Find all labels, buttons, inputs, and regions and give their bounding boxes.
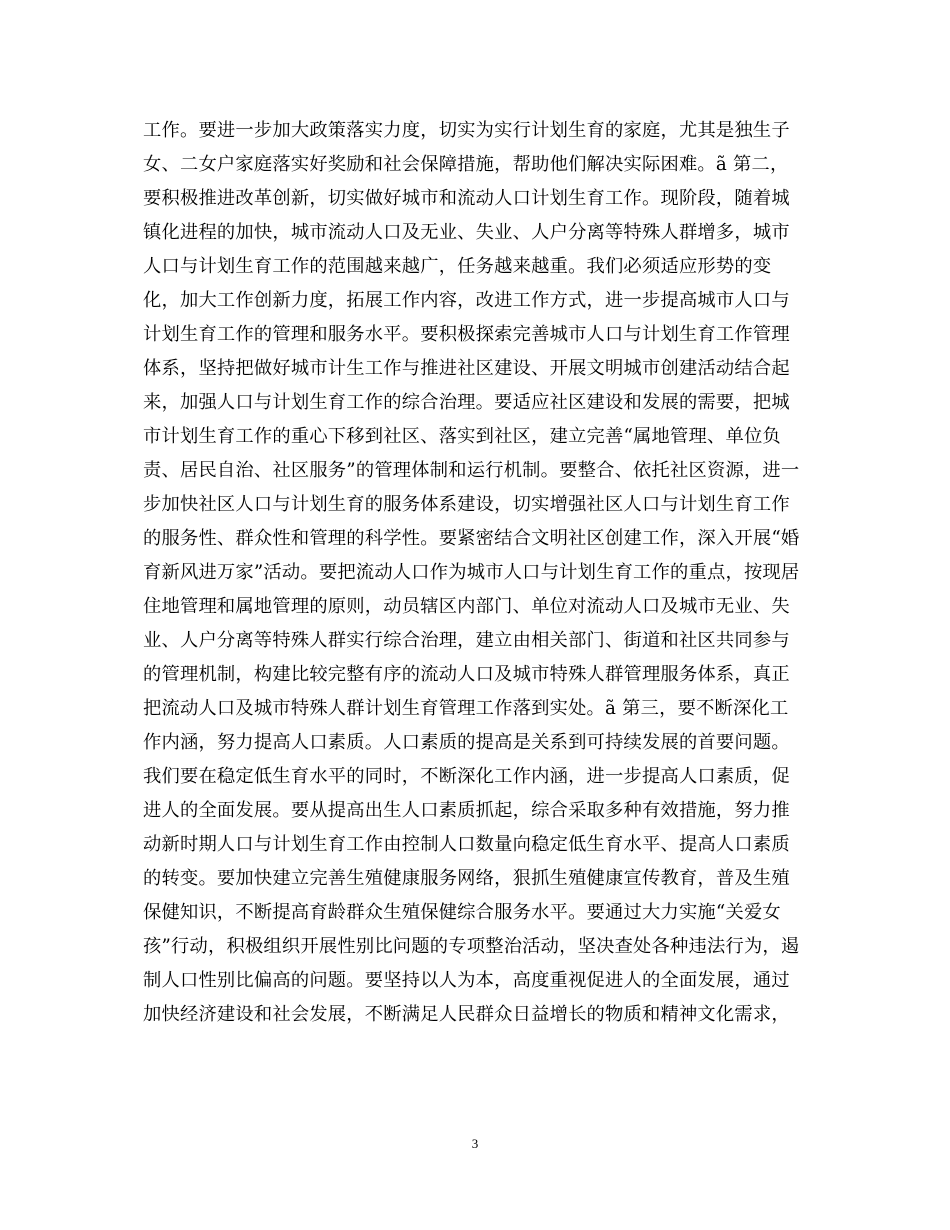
body-text <box>143 114 823 1032</box>
text-line: 镇化进程的加快，城市流动人口及无业、失业、人户分离等特殊人群增多，城市 <box>143 222 790 243</box>
text-line: 要积极推进改革创新，切实做好城市和流动人口计划生育工作。现阶段，随着城 <box>143 188 790 209</box>
text-line: 孩”行动，积极组织开展性别比问题的专项整治活动，坚决查处各种违法行为，遏 <box>143 936 800 957</box>
text-line: 来，加强人口与计划生育工作的综合治理。要适应社区建设和发展的需要，把城 <box>143 392 790 413</box>
text-line: 加快经济建设和社会发展，不断满足人民群众日益增长的物质和精神文化需求， <box>143 1004 790 1025</box>
text-line: 化，加大工作创新力度，拓展工作内容，改进工作方式，进一步提高城市人口与 <box>143 290 790 311</box>
text-line: 人口与计划生育工作的范围越来越广，任务越来越重。我们必须适应形势的变 <box>143 256 772 277</box>
text-line: 住地管理和属地管理的原则，动员辖区内部门、单位对流动人口及城市无业、失 <box>143 596 790 617</box>
text-line: 保健知识，不断提高育龄群众生殖保健综合服务水平。要通过大力实施“关爱女 <box>143 902 781 923</box>
text-line: 计划生育工作的管理和服务水平。要积极探索完善城市人口与计划生育工作管理 <box>143 324 790 345</box>
text-line: 进人的全面发展。要从提高出生人口素质抓起，综合采取多种有效措施，努力推 <box>143 800 790 821</box>
text-line: 的转变。要加快建立完善生殖健康服务网络，狠抓生殖健康宣传教育，普及生殖 <box>143 868 790 889</box>
text-line: 责、居民自治、社区服务”的管理体制和运行机制。要整合、依托社区资源，进一 <box>143 460 800 481</box>
text-line: 育新风进万家”活动。要把流动人口作为城市人口与计划生育工作的重点，按现居 <box>143 562 800 583</box>
text-line: 的服务性、群众性和管理的科学性。要紧密结合文明社区创建工作，深入开展“婚 <box>143 528 800 549</box>
text-line: 作内涵，努力提高人口素质。人口素质的提高是关系到可持续发展的首要问题。 <box>143 732 790 753</box>
text-line: 动新时期人口与计划生育工作由控制人口数量向稳定低生育水平、提高人口素质 <box>143 834 790 855</box>
text-line: 体系，坚持把做好城市计生工作与推进社区建设、开展文明城市创建活动结合起 <box>143 358 790 379</box>
text-line: 制人口性别比偏高的问题。要坚持以人为本，高度重视促进人的全面发展，通过 <box>143 970 790 991</box>
text-line: 女、二女户家庭落实好奖励和社会保障措施，帮助他们解决实际困难。ã 第二， <box>143 154 789 175</box>
text-line: 我们要在稳定低生育水平的同时，不断深化工作内涵，进一步提高人口素质，促 <box>143 766 790 787</box>
text-line: 工作。要进一步加大政策落实力度，切实为实行计划生育的家庭，尤其是独生子 <box>143 120 790 141</box>
text-line: 把流动人口及城市特殊人群计划生育管理工作落到实处。ã 第三，要不断深化工 <box>143 698 789 719</box>
text-line: 市计划生育工作的重心下移到社区、落实到社区，建立完善“属地管理、单位负 <box>143 426 781 447</box>
page-number: 3 <box>471 1136 479 1151</box>
text-line: 业、人户分离等特殊人群实行综合治理，建立由相关部门、街道和社区共同参与 <box>143 630 790 651</box>
text-line: 步加快社区人口与计划生育的服务体系建设，切实增强社区人口与计划生育工作 <box>143 494 790 515</box>
text-line: 的管理机制，构建比较完整有序的流动人口及城市特殊人群管理服务体系，真正 <box>143 664 790 685</box>
